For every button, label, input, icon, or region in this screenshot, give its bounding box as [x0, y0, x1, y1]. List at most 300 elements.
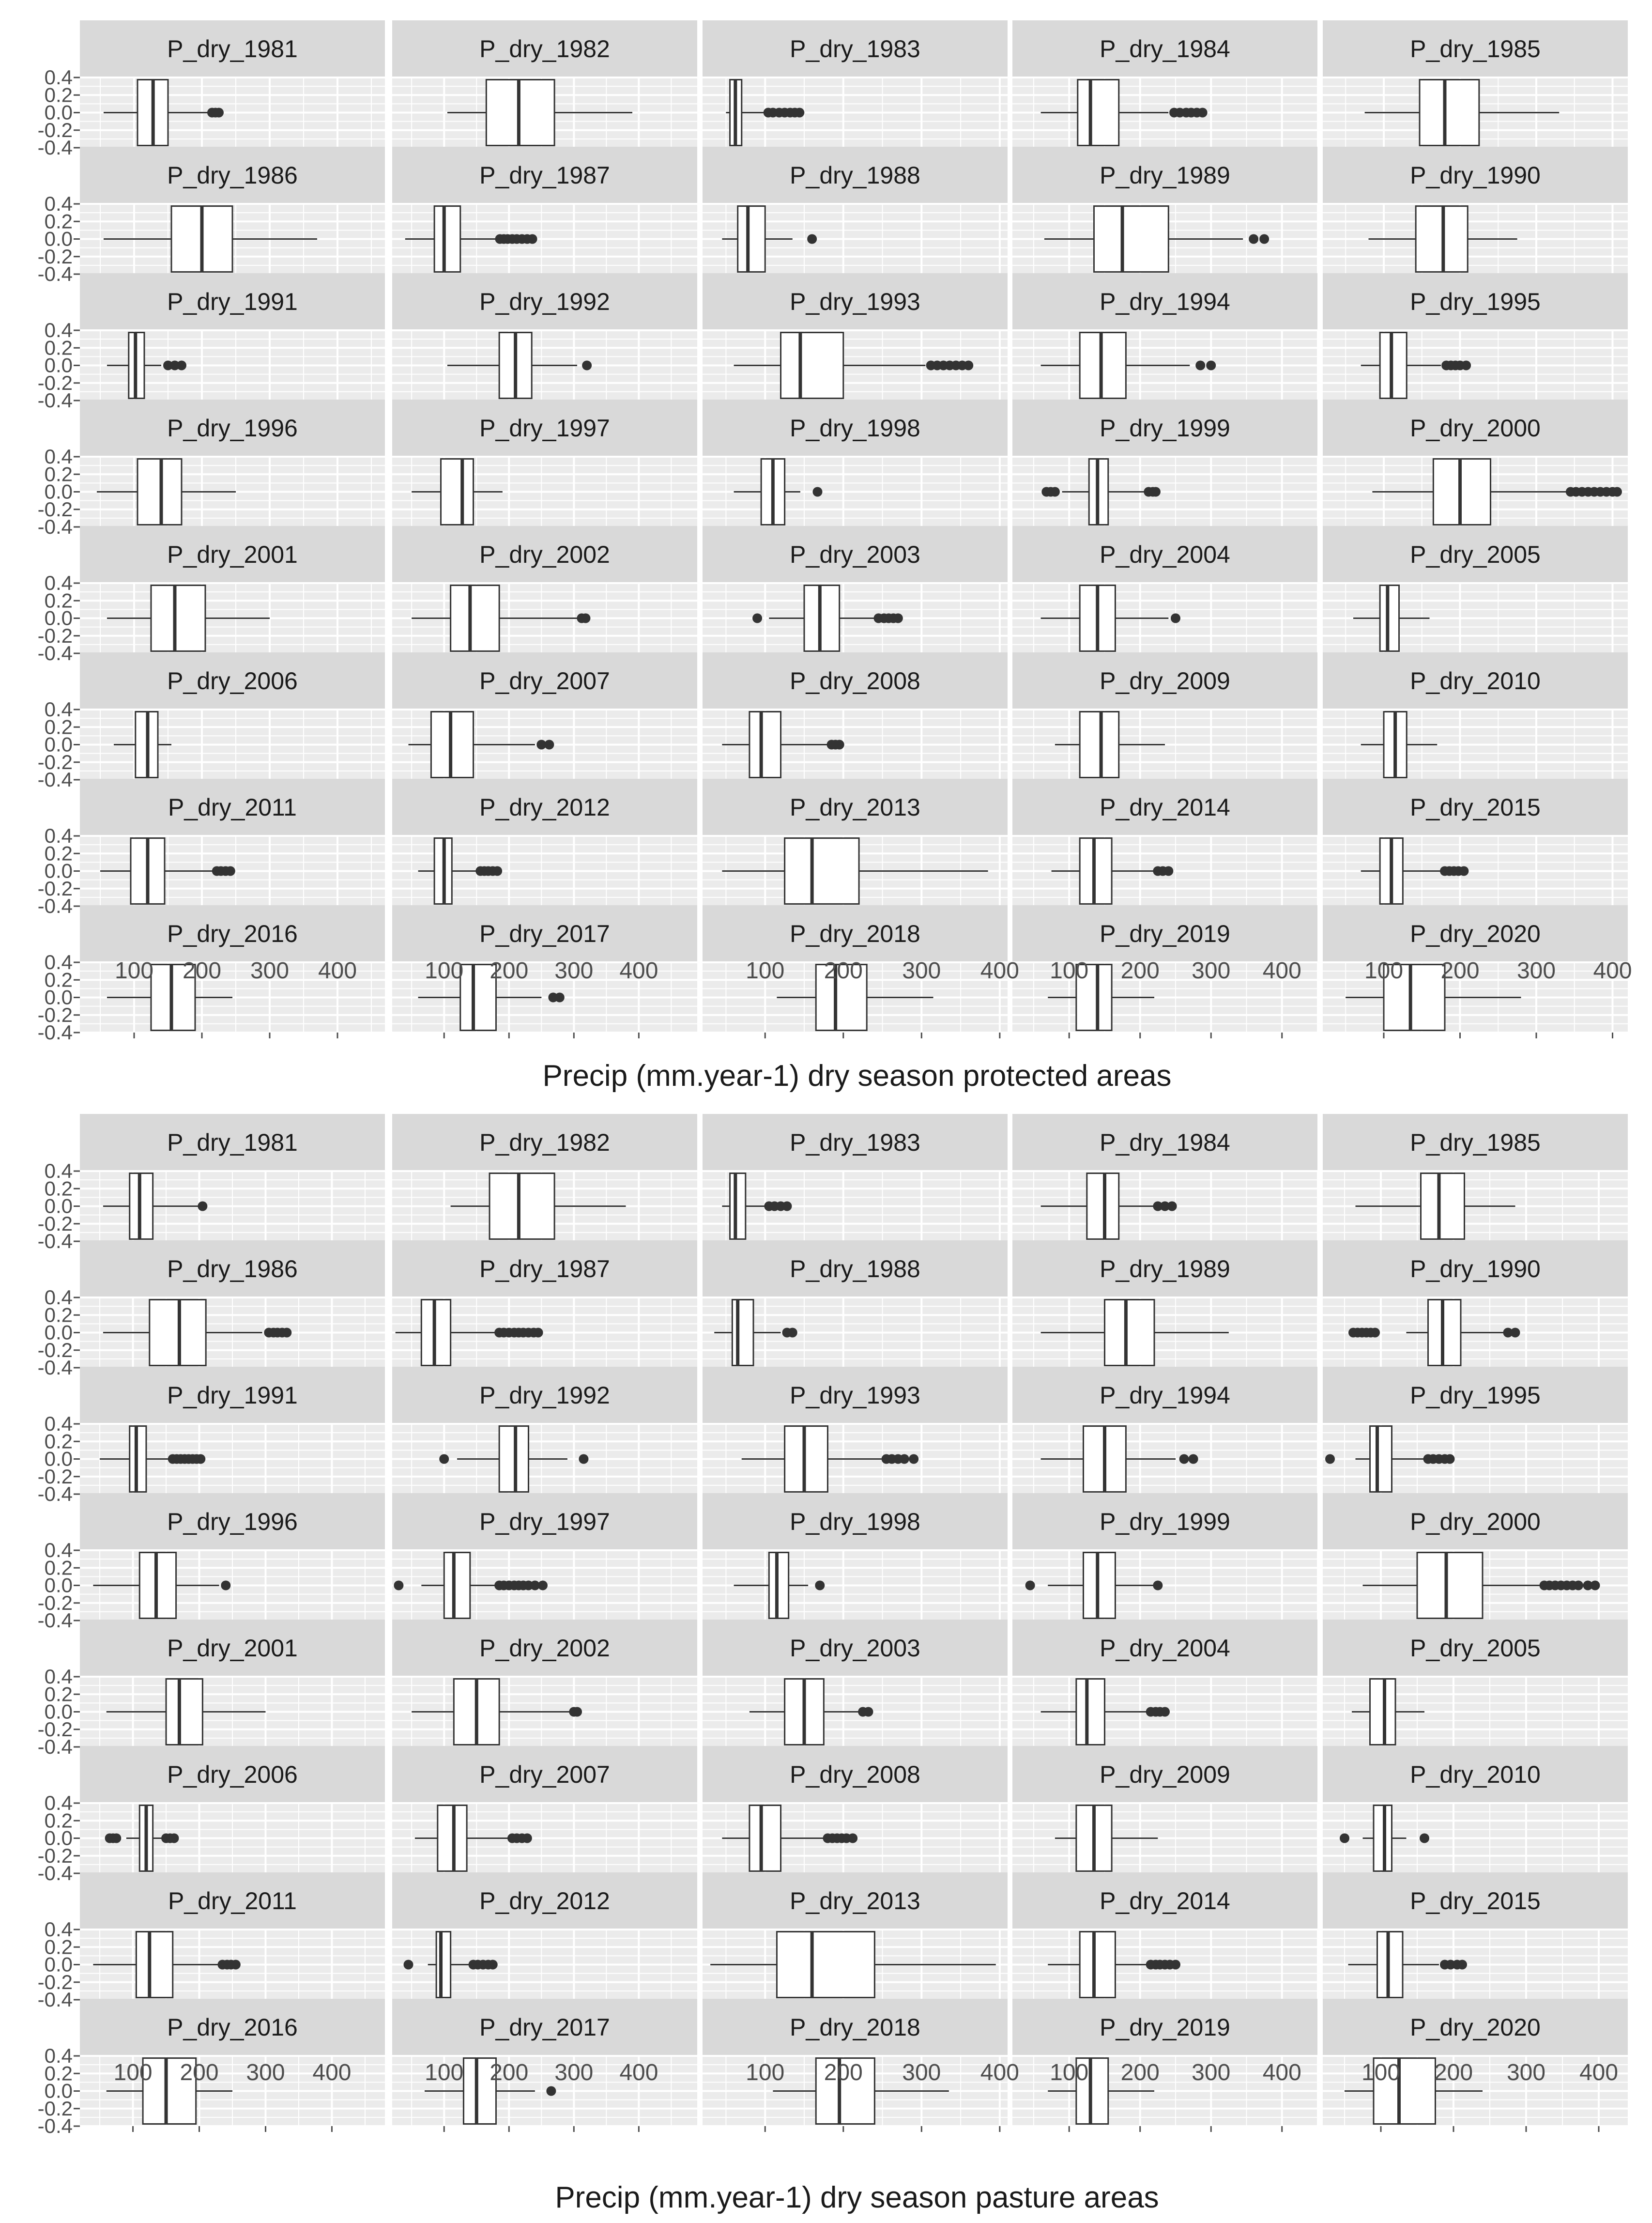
- facet-panel: [1012, 1872, 1317, 2000]
- box: [785, 1426, 828, 1492]
- facet-panel: [1323, 779, 1628, 906]
- box: [166, 1679, 202, 1745]
- x-tick-label: 400: [619, 958, 658, 984]
- outlier-point: [1189, 1454, 1198, 1464]
- facet-panel: [392, 1746, 697, 1873]
- facet-label: P_dry_1987: [479, 1255, 610, 1282]
- facet-label: P_dry_1984: [1100, 1129, 1230, 1156]
- y-tick-label: 0.4: [44, 571, 73, 594]
- outlier-point: [782, 1202, 792, 1211]
- y-tick-label: 0.2: [44, 83, 73, 107]
- facet-panel: [1012, 1367, 1317, 1494]
- facet-panel: [1323, 1114, 1628, 1241]
- facet-panel: [1012, 1620, 1317, 1747]
- facet-label: P_dry_1996: [167, 1508, 298, 1535]
- facet-panel: [703, 1367, 1008, 1494]
- outlier-point: [848, 1834, 857, 1843]
- outlier-point: [544, 740, 554, 750]
- box: [1421, 1173, 1465, 1239]
- y-tick-label: -0.4: [37, 136, 73, 159]
- box: [1374, 1806, 1392, 1871]
- y-tick-label: 0.0: [44, 606, 73, 630]
- x-tick-label: 300: [1516, 958, 1556, 984]
- y-tick-label: 0.0: [44, 480, 73, 503]
- y-tick-label: -0.4: [37, 389, 73, 412]
- y-tick-label: -0.2: [37, 1212, 73, 1235]
- outlier-point: [788, 1328, 797, 1338]
- facet-label: P_dry_2006: [167, 667, 298, 695]
- x-tick-label: 400: [1262, 2060, 1301, 2085]
- facet-label: P_dry_2013: [790, 1887, 920, 1914]
- facet-panel: [1323, 652, 1628, 780]
- y-tick-label: 0.2: [44, 1303, 73, 1327]
- facet-label: P_dry_1985: [1410, 35, 1541, 62]
- box: [1433, 459, 1490, 525]
- facet-label: P_dry_1982: [479, 1129, 610, 1156]
- facet-label: P_dry_2010: [1410, 1761, 1541, 1788]
- outlier-point: [492, 866, 502, 876]
- y-tick-label: -0.4: [37, 1021, 73, 1044]
- facet-panel: [703, 1114, 1008, 1241]
- facet-label: P_dry_1981: [167, 35, 298, 62]
- facet-panel: [392, 526, 697, 653]
- outlier-point: [581, 614, 590, 623]
- facet-label: P_dry_2005: [1410, 541, 1541, 568]
- outlier-point: [1511, 1328, 1520, 1338]
- outlier-point: [555, 993, 565, 1003]
- y-tick-label: 0.0: [44, 227, 73, 250]
- y-tick-label: -0.4: [37, 2115, 73, 2137]
- facet-panel: [1323, 273, 1628, 401]
- x-tick-label: 400: [980, 2060, 1019, 2085]
- facet-panel: [392, 1114, 697, 1241]
- y-tick-label: -0.2: [37, 118, 73, 141]
- facet-label: P_dry_1990: [1410, 162, 1541, 189]
- y-tick-label: -0.2: [37, 877, 73, 900]
- y-tick-label: 0.0: [44, 1321, 73, 1344]
- facet-panel: [38, 1620, 385, 1758]
- facet-panel: [38, 1493, 385, 1632]
- facet-panel: [38, 273, 385, 412]
- y-tick-label: 0.0: [44, 986, 73, 1009]
- outlier-point: [582, 361, 592, 370]
- box: [1080, 1932, 1115, 1998]
- y-tick-label: -0.2: [37, 371, 73, 394]
- y-tick-label: 0.0: [44, 1826, 73, 1850]
- y-tick-label: -0.4: [37, 262, 73, 285]
- facet-label: P_dry_2019: [1100, 2014, 1230, 2041]
- y-tick-label: 0.2: [44, 463, 73, 486]
- chart-2: [38, 1114, 1628, 2214]
- facet-panel: [38, 147, 385, 285]
- facet-label: P_dry_2018: [790, 2014, 920, 2041]
- box: [1370, 1426, 1392, 1492]
- facet-label: P_dry_2002: [479, 541, 610, 568]
- y-tick-label: -0.2: [37, 750, 73, 773]
- box: [1094, 206, 1168, 272]
- facet-label: P_dry_2002: [479, 1635, 610, 1662]
- facet-panel: [1012, 273, 1317, 401]
- x-tick-label: 300: [1506, 2060, 1546, 2085]
- x-tick-label: 100: [425, 958, 464, 984]
- y-tick-label: -0.2: [37, 1003, 73, 1026]
- facet-label: P_dry_1993: [790, 1382, 920, 1409]
- x-tick-label: 400: [1579, 2060, 1619, 2085]
- box: [1076, 1679, 1105, 1745]
- box: [489, 1173, 554, 1239]
- facet-panel: [392, 20, 697, 148]
- x-tick-label: 200: [489, 958, 529, 984]
- x-tick-label: 100: [113, 2060, 153, 2085]
- facet-label: P_dry_2010: [1410, 667, 1541, 695]
- outlier-point: [488, 1960, 498, 1970]
- outlier-point: [863, 1707, 873, 1717]
- y-tick-label: 0.0: [44, 2079, 73, 2102]
- facet-label: P_dry_2015: [1410, 794, 1541, 821]
- facet-label: P_dry_1999: [1100, 415, 1230, 442]
- y-tick-label: 0.0: [44, 1700, 73, 1723]
- facet-label: P_dry_1997: [479, 415, 610, 442]
- facet-label: P_dry_2019: [1100, 920, 1230, 947]
- y-tick-label: 0.2: [44, 336, 73, 359]
- y-tick-label: -0.4: [37, 1988, 73, 2011]
- x-tick-label: 200: [1434, 2060, 1473, 2085]
- box: [730, 1173, 746, 1239]
- outlier-point: [1179, 1454, 1189, 1464]
- y-tick-label: 0.4: [44, 1539, 73, 1561]
- outlier-point: [214, 108, 224, 118]
- facet-panel: [1012, 526, 1317, 653]
- outlier-point: [177, 361, 186, 370]
- y-tick-label: -0.2: [37, 1591, 73, 1614]
- outlier-point: [221, 1581, 230, 1590]
- y-tick-label: 0.4: [44, 1286, 73, 1309]
- x-tick-label: 100: [1050, 958, 1089, 984]
- facet-label: P_dry_2004: [1100, 1635, 1230, 1662]
- box: [444, 1553, 470, 1619]
- y-tick-label: -0.4: [37, 1609, 73, 1632]
- y-tick-label: -0.2: [37, 1717, 73, 1741]
- x-tick-label: 400: [619, 2060, 658, 2085]
- outlier-point: [231, 1960, 241, 1970]
- facet-label: P_dry_2004: [1100, 541, 1230, 568]
- facet-panel: [1323, 1367, 1628, 1494]
- facet-label: P_dry_2017: [479, 920, 610, 947]
- outlier-point: [111, 1834, 121, 1843]
- facet-panel: [703, 1746, 1008, 1873]
- facet-label: P_dry_2007: [479, 1761, 610, 1788]
- facet-label: P_dry_1999: [1100, 1508, 1230, 1535]
- x-tick-label: 300: [246, 2060, 285, 2085]
- facet-panel: [703, 1240, 1008, 1368]
- y-tick-label: 0.0: [44, 859, 73, 882]
- box: [434, 206, 460, 272]
- outlier-point: [752, 614, 762, 623]
- facet-label: P_dry_1988: [790, 162, 920, 189]
- x-tick-label: 300: [250, 958, 290, 984]
- y-tick-label: -0.2: [37, 2097, 73, 2120]
- x-tick-label: 200: [180, 2060, 219, 2085]
- facet-panel: [1323, 1872, 1628, 2000]
- facet-panel: [1012, 1114, 1317, 1241]
- facet-label: P_dry_1994: [1100, 1382, 1230, 1409]
- facet-label: P_dry_1997: [479, 1508, 610, 1535]
- outlier-point: [1591, 1581, 1600, 1590]
- facet-panel: [1012, 779, 1317, 906]
- y-tick-label: -0.4: [37, 1862, 73, 1884]
- x-tick-label: 100: [746, 2060, 785, 2085]
- facet-panel: [703, 400, 1008, 527]
- y-tick-label: 0.4: [44, 319, 73, 341]
- outlier-point: [169, 1834, 179, 1843]
- outlier-point: [1025, 1581, 1035, 1590]
- facet-label: P_dry_2000: [1410, 1508, 1541, 1535]
- facet-panel: [703, 273, 1008, 401]
- y-tick-label: 0.4: [44, 2044, 73, 2067]
- outlier-point: [807, 234, 817, 244]
- outlier-point: [1153, 1581, 1163, 1590]
- x-tick-label: 100: [425, 2060, 464, 2085]
- box: [1078, 80, 1119, 146]
- facet-label: P_dry_1996: [167, 415, 298, 442]
- facet-label: P_dry_1983: [790, 1129, 920, 1156]
- facet-label: P_dry_1986: [167, 1255, 298, 1282]
- y-tick-label: 0.4: [44, 824, 73, 847]
- facet-label: P_dry_1992: [479, 288, 610, 315]
- facet-label: P_dry_1992: [479, 1382, 610, 1409]
- facet-panel: [703, 526, 1008, 653]
- facet-label: P_dry_1981: [167, 1129, 298, 1156]
- facet-label: P_dry_2020: [1410, 2014, 1541, 2041]
- y-tick-label: 0.4: [44, 445, 73, 468]
- box: [1380, 586, 1399, 651]
- box: [1420, 80, 1479, 146]
- outlier-point: [1259, 234, 1269, 244]
- outlier-point: [964, 361, 973, 370]
- facet-label: P_dry_2000: [1410, 415, 1541, 442]
- box: [750, 712, 781, 778]
- facet-label: P_dry_2009: [1100, 1761, 1230, 1788]
- outlier-point: [1459, 866, 1468, 876]
- facet-panel: [38, 526, 385, 664]
- x-tick-label: 300: [554, 2060, 594, 2085]
- y-tick-label: 0.0: [44, 1574, 73, 1597]
- y-tick-label: 0.4: [44, 1412, 73, 1435]
- x-axis-title: Precip (mm.year-1) dry season protected areas: [542, 1059, 1172, 1093]
- box: [451, 586, 500, 651]
- facet-panel: [1323, 1493, 1628, 1621]
- facet-label: P_dry_1987: [479, 162, 610, 189]
- outlier-point: [579, 1454, 588, 1464]
- y-tick-label: 0.4: [44, 951, 73, 973]
- y-tick-label: 0.4: [44, 1791, 73, 1814]
- y-tick-label: 0.0: [44, 1447, 73, 1470]
- outlier-point: [282, 1328, 291, 1338]
- box: [151, 586, 205, 651]
- facet-panel: [38, 1746, 385, 1884]
- outlier-point: [1249, 234, 1258, 244]
- x-tick-label: 200: [824, 958, 863, 984]
- y-tick-label: -0.2: [37, 497, 73, 521]
- facet-panel: [703, 1493, 1008, 1621]
- facet-label: P_dry_2003: [790, 1635, 920, 1662]
- outlier-point: [1457, 1960, 1467, 1970]
- y-tick-label: 0.4: [44, 1918, 73, 1941]
- y-tick-label: 0.4: [44, 1665, 73, 1688]
- y-tick-label: 0.2: [44, 210, 73, 233]
- y-tick-label: -0.2: [37, 1338, 73, 1361]
- y-tick-label: 0.4: [44, 192, 73, 215]
- x-tick-label: 200: [1120, 958, 1160, 984]
- x-tick-label: 200: [182, 958, 222, 984]
- facet-label: P_dry_2020: [1410, 920, 1541, 947]
- facet-label: P_dry_2012: [479, 794, 610, 821]
- outlier-point: [538, 1581, 548, 1590]
- facet-panel: [38, 1240, 385, 1379]
- box: [1084, 1553, 1116, 1619]
- facet-panel: [38, 1367, 385, 1505]
- outlier-point: [196, 1454, 205, 1464]
- box: [436, 1932, 450, 1998]
- outlier-point: [795, 108, 804, 118]
- y-tick-label: 0.2: [44, 1683, 73, 1706]
- facet-label: P_dry_1994: [1100, 288, 1230, 315]
- outlier-point: [909, 1454, 918, 1464]
- facet-label: P_dry_2015: [1410, 1887, 1541, 1914]
- x-tick-label: 200: [1120, 2060, 1160, 2085]
- y-tick-label: 0.0: [44, 101, 73, 124]
- facet-panel: [392, 1620, 697, 1747]
- facet-label: P_dry_1998: [790, 415, 920, 442]
- box: [1428, 1300, 1461, 1366]
- facet-label: P_dry_2011: [168, 794, 297, 821]
- y-tick-label: 0.2: [44, 842, 73, 865]
- outlier-point: [528, 234, 537, 244]
- y-tick-label: 0.2: [44, 589, 73, 612]
- y-tick-label: -0.4: [37, 1735, 73, 1758]
- facet-panel: [703, 779, 1008, 906]
- y-tick-label: 0.2: [44, 2062, 73, 2085]
- outlier-point: [1420, 1834, 1429, 1843]
- x-axis-title: Precip (mm.year-1) dry season pasture areas: [555, 2181, 1159, 2214]
- y-tick-label: 0.4: [44, 1159, 73, 1182]
- outlier-point: [835, 740, 844, 750]
- facet-panel: [392, 1493, 697, 1621]
- facet-label: P_dry_1982: [479, 35, 610, 62]
- x-tick-label: 100: [1364, 958, 1404, 984]
- outlier-point: [1050, 487, 1060, 497]
- facet-label: P_dry_2006: [167, 1761, 298, 1788]
- outlier-point: [1612, 487, 1622, 497]
- x-tick-label: 300: [1192, 958, 1231, 984]
- facet-panel: [392, 1872, 697, 2000]
- box: [1087, 1173, 1119, 1239]
- facet-label: P_dry_1998: [790, 1508, 920, 1535]
- outlier-point: [404, 1960, 413, 1970]
- facet-label: P_dry_1986: [167, 162, 298, 189]
- y-tick-label: -0.2: [37, 1844, 73, 1867]
- facet-panel: [1323, 526, 1628, 653]
- facet-label: P_dry_2014: [1100, 1887, 1230, 1914]
- facet-panel: [703, 1620, 1008, 1747]
- facet-label: P_dry_1995: [1410, 288, 1541, 315]
- outlier-point: [534, 1328, 543, 1338]
- x-tick-label: 300: [554, 958, 594, 984]
- outlier-point: [1160, 1707, 1170, 1717]
- facet-label: P_dry_2001: [167, 541, 298, 568]
- facet-label: P_dry_2018: [790, 920, 920, 947]
- y-tick-label: 0.0: [44, 354, 73, 377]
- outlier-point: [1340, 1834, 1349, 1843]
- y-tick-label: -0.4: [37, 515, 73, 538]
- box: [1104, 1300, 1154, 1366]
- facet-panel: [392, 1240, 697, 1368]
- x-tick-label: 300: [902, 958, 941, 984]
- outlier-point: [198, 1202, 207, 1211]
- facet-panel: [38, 652, 385, 791]
- outlier-point: [226, 866, 235, 876]
- outlier-point: [439, 1454, 449, 1464]
- x-tick-label: 300: [902, 2060, 941, 2085]
- outlier-point: [900, 1454, 909, 1464]
- facet-label: P_dry_1993: [790, 288, 920, 315]
- facet-label: P_dry_1991: [167, 1382, 298, 1409]
- box: [777, 1932, 874, 1998]
- outlier-point: [893, 614, 903, 623]
- x-tick-label: 200: [489, 2060, 529, 2085]
- outlier-point: [1167, 1202, 1177, 1211]
- x-tick-label: 400: [1593, 958, 1632, 984]
- box: [732, 1300, 753, 1366]
- y-tick-label: -0.4: [37, 768, 73, 791]
- outlier-point: [1163, 866, 1173, 876]
- facet-panel: [1012, 147, 1317, 274]
- outlier-point: [815, 1581, 825, 1590]
- y-tick-label: -0.4: [37, 1356, 73, 1379]
- x-tick-label: 100: [746, 958, 785, 984]
- box: [1080, 838, 1112, 904]
- box: [769, 1553, 788, 1619]
- outlier-point: [394, 1581, 403, 1590]
- facet-label: P_dry_2001: [167, 1635, 298, 1662]
- facet-label: P_dry_2012: [479, 1887, 610, 1914]
- y-tick-label: -0.2: [37, 1465, 73, 1488]
- facet-panel: [1012, 652, 1317, 780]
- facet-label: P_dry_2013: [790, 794, 920, 821]
- y-tick-label: 0.2: [44, 1809, 73, 1832]
- facet-label: P_dry_1988: [790, 1255, 920, 1282]
- facet-panel: [1323, 1620, 1628, 1747]
- facet-panel: [1323, 20, 1628, 148]
- chart-1: [38, 20, 1632, 1093]
- x-tick-label: 200: [1440, 958, 1480, 984]
- box: [1370, 1679, 1396, 1745]
- y-tick-label: 0.2: [44, 1177, 73, 1200]
- facet-panel: [703, 147, 1008, 274]
- facet-panel: [1012, 400, 1317, 527]
- facet-label: P_dry_1989: [1100, 162, 1230, 189]
- outlier-point: [1445, 1454, 1455, 1464]
- x-tick-label: 400: [318, 958, 357, 984]
- outlier-point: [812, 487, 822, 497]
- outlier-point: [522, 1834, 532, 1843]
- box: [750, 1806, 781, 1871]
- facet-label: P_dry_2007: [479, 667, 610, 695]
- facet-label: P_dry_2008: [790, 1761, 920, 1788]
- x-tick-label: 200: [824, 2060, 863, 2085]
- facet-panel: [703, 652, 1008, 780]
- facet-label: P_dry_2017: [479, 2014, 610, 2041]
